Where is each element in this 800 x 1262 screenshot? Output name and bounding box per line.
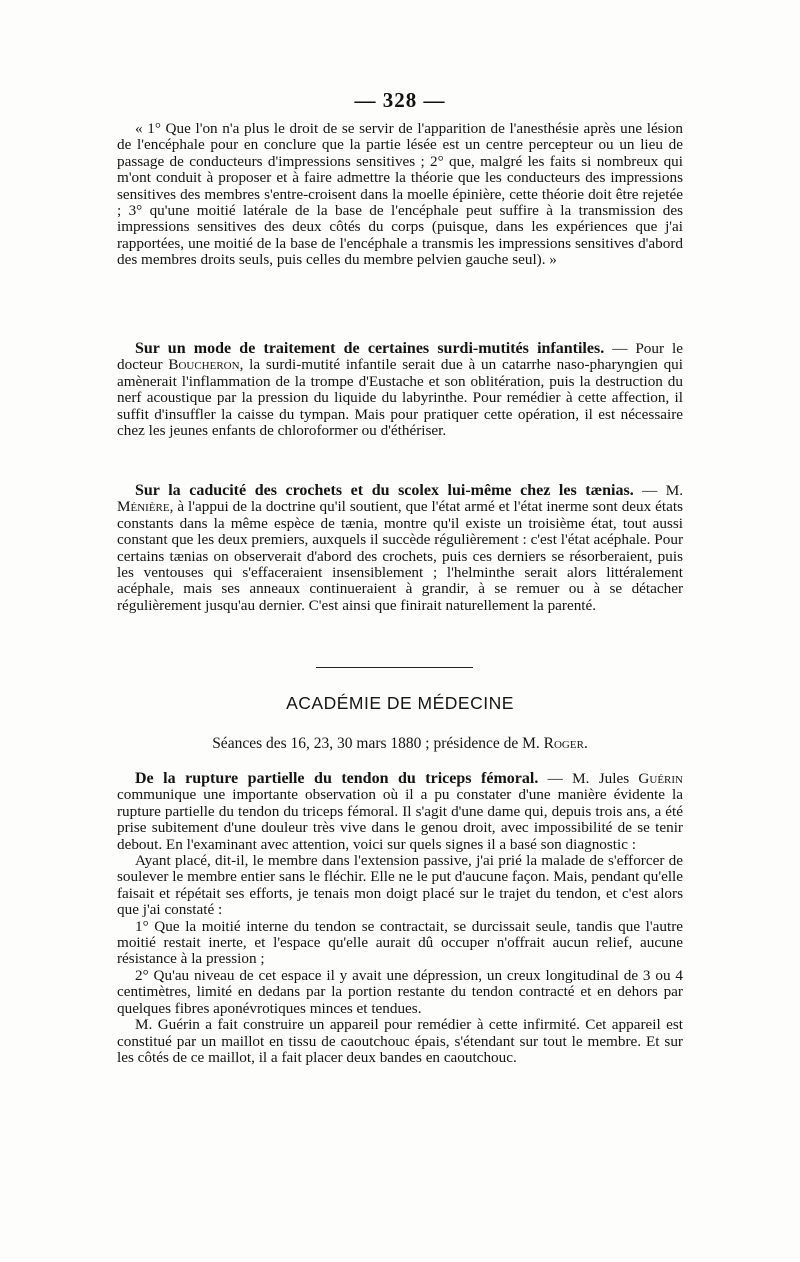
rupture-paragraph-4: M. Guérin a fait construire un appareil pour remédier à cette infirmité. Cet appareil est constitué par un maillot en tissu de caoutchouc épais, s'étendant sur tout le membre. Et sur les côtés de ce maillot, il a fait placer deux bandes en caoutchouc. xyxy=(117,1016,683,1066)
rupture-paragraph-2: 1° Que la moitié interne du tendon se contractait, se durcissait seule, tandis que l'autre moitié restait inerte, et l'espace qu'elle aurait dû occuper n'offrait aucun relief, aucune résistance à la pression ; xyxy=(117,917,683,968)
section-surdi-intro: — Pour le docteur xyxy=(117,340,684,374)
section-rupture-intro: — M. Jules xyxy=(538,770,639,787)
session-dates-end: . xyxy=(583,735,588,752)
section-surdi-paragraph xyxy=(117,341,683,439)
section-rupture-body: communique une importante observation où il a pu constater d'une manière évidente la rupture partielle du tendon du triceps fémoral. Il s'agit d'une dame qui, depuis trois ans, a été prise subitement d'une douleur très vive dans le genou droit, avec impossibilité de se tenir debout. En l'examinant avec attention, voici sur quels signes il a basé son diagnostic : xyxy=(117,786,683,853)
quote-paragraph: « 1° Que l'on n'a plus le droit de se servir de l'apparition de l'anesthésie après une lésion de l'encéphale pour en conclure que la partie lésée est un centre percepteur ou un lieu de passage de conducteurs d'impressions sensitives ; 2° que, malgré les faits si nombreux qui m'ont conduit à proposer et à faire admettre la théorie que les conducteurs des impressions sensitives des membres s'entre-croisent dans la moelle épinière, cette théorie doit être rejetée ; 3° qu'une moitié latérale de la base de l'encéphale peut suffire à la transmission des impressions sensitives des deux côtés du corps (puisque, dans les expériences que j'ai rapportées, une moitié de la base de l'encéphale a transmis les impressions sensitives d'abord des membres droits seuls, puis celles du membre pelvien gauche seul). » xyxy=(117,120,683,269)
author-meniere: Ménière xyxy=(117,498,170,516)
section-caducite-paragraph xyxy=(117,483,683,614)
session-dates-text: Séances des 16, 23, 30 mars 1880 ; présidence de M. xyxy=(212,735,544,752)
rupture-paragraph-1: Ayant placé, dit-il, le membre dans l'extension passive, j'ai prié la malade de s'efforcer de soulever le membre entier sans le fléchir. Elle ne le put d'aucune façon. Mais, pendant qu'elle faisait et répétait ses efforts, je tenais mon doigt placé sur le trajet du tendon, et c'est alors que j'ai constaté : xyxy=(117,852,683,919)
academy-title: ACADÉMIE DE MÉDECINE xyxy=(286,693,514,713)
section-caducite-body: , à l'appui de la doctrine qu'il soutient, que l'état armé et l'état inerme sont deux états constants dans la même espèce de tænia, montre qu'il existe un troisième état, tout aussi constant que les deux premiers, auxquels il succède régulièrement : c'est l'état acéphale. Pour certains tænias on observerait d'abord des crochets, puis ces derniers se résorberaient, puis les ventouses qui s'effaceraient insensiblement ; l'helminthe serait alors littéralement acéphale, mais ses anneaux continueraient à grandir, à se remuer ou à se détacher régulièrement jusqu'au dernier. C'est ainsi que finirait naturellement la parenté. xyxy=(117,498,683,614)
section-divider xyxy=(316,667,473,668)
president-name: Roger xyxy=(543,735,584,752)
section-rupture-paragraph xyxy=(117,771,683,853)
rupture-paragraph-3: 2° Qu'au niveau de cet espace il y avait une dépression, un creux longitudinal de 3 ou 4 centimètres, limité en dedans par la portion restante du tendon contracté et en dehors par quelques fibres aponévrotiques minces et tendues. xyxy=(117,966,683,1017)
section-rupture-tendon xyxy=(117,771,683,1066)
section-surdi-body: , la surdi-mutité infantile serait due à un catarrhe naso-pharyngien qui amènerait l'inflammation de la trompe d'Eustache et son oblitération, puis la destruction du nerf acoustique par la pression du liquide du labyrinthe. Pour remédier à cette affection, il suffit d'insuffler la caisse du tympan. Mais pour pratiquer cette opération, il est nécessaire chez les jeunes enfants de chloroformer ou d'éthériser. xyxy=(117,356,683,440)
section-rupture-heading: De la rupture partielle du tendon du triceps fémoral. xyxy=(135,770,539,787)
quote-block xyxy=(117,121,683,269)
author-boucheron: Boucheron xyxy=(168,356,240,374)
section-caducite-taenias xyxy=(117,483,683,614)
page-number: — 328 — xyxy=(354,88,446,112)
section-caducite-heading: Sur la caducité des crochets et du scolex lui-même chez les tænias. xyxy=(135,482,634,499)
section-surdi-heading: Sur un mode de traitement de certaines surdi-mutités infantiles. xyxy=(135,340,605,357)
section-caducite-intro: — M. xyxy=(633,482,683,499)
section-surdi-mutites xyxy=(117,341,683,439)
author-guerin: Guérin xyxy=(638,770,683,787)
session-dates xyxy=(0,735,800,753)
